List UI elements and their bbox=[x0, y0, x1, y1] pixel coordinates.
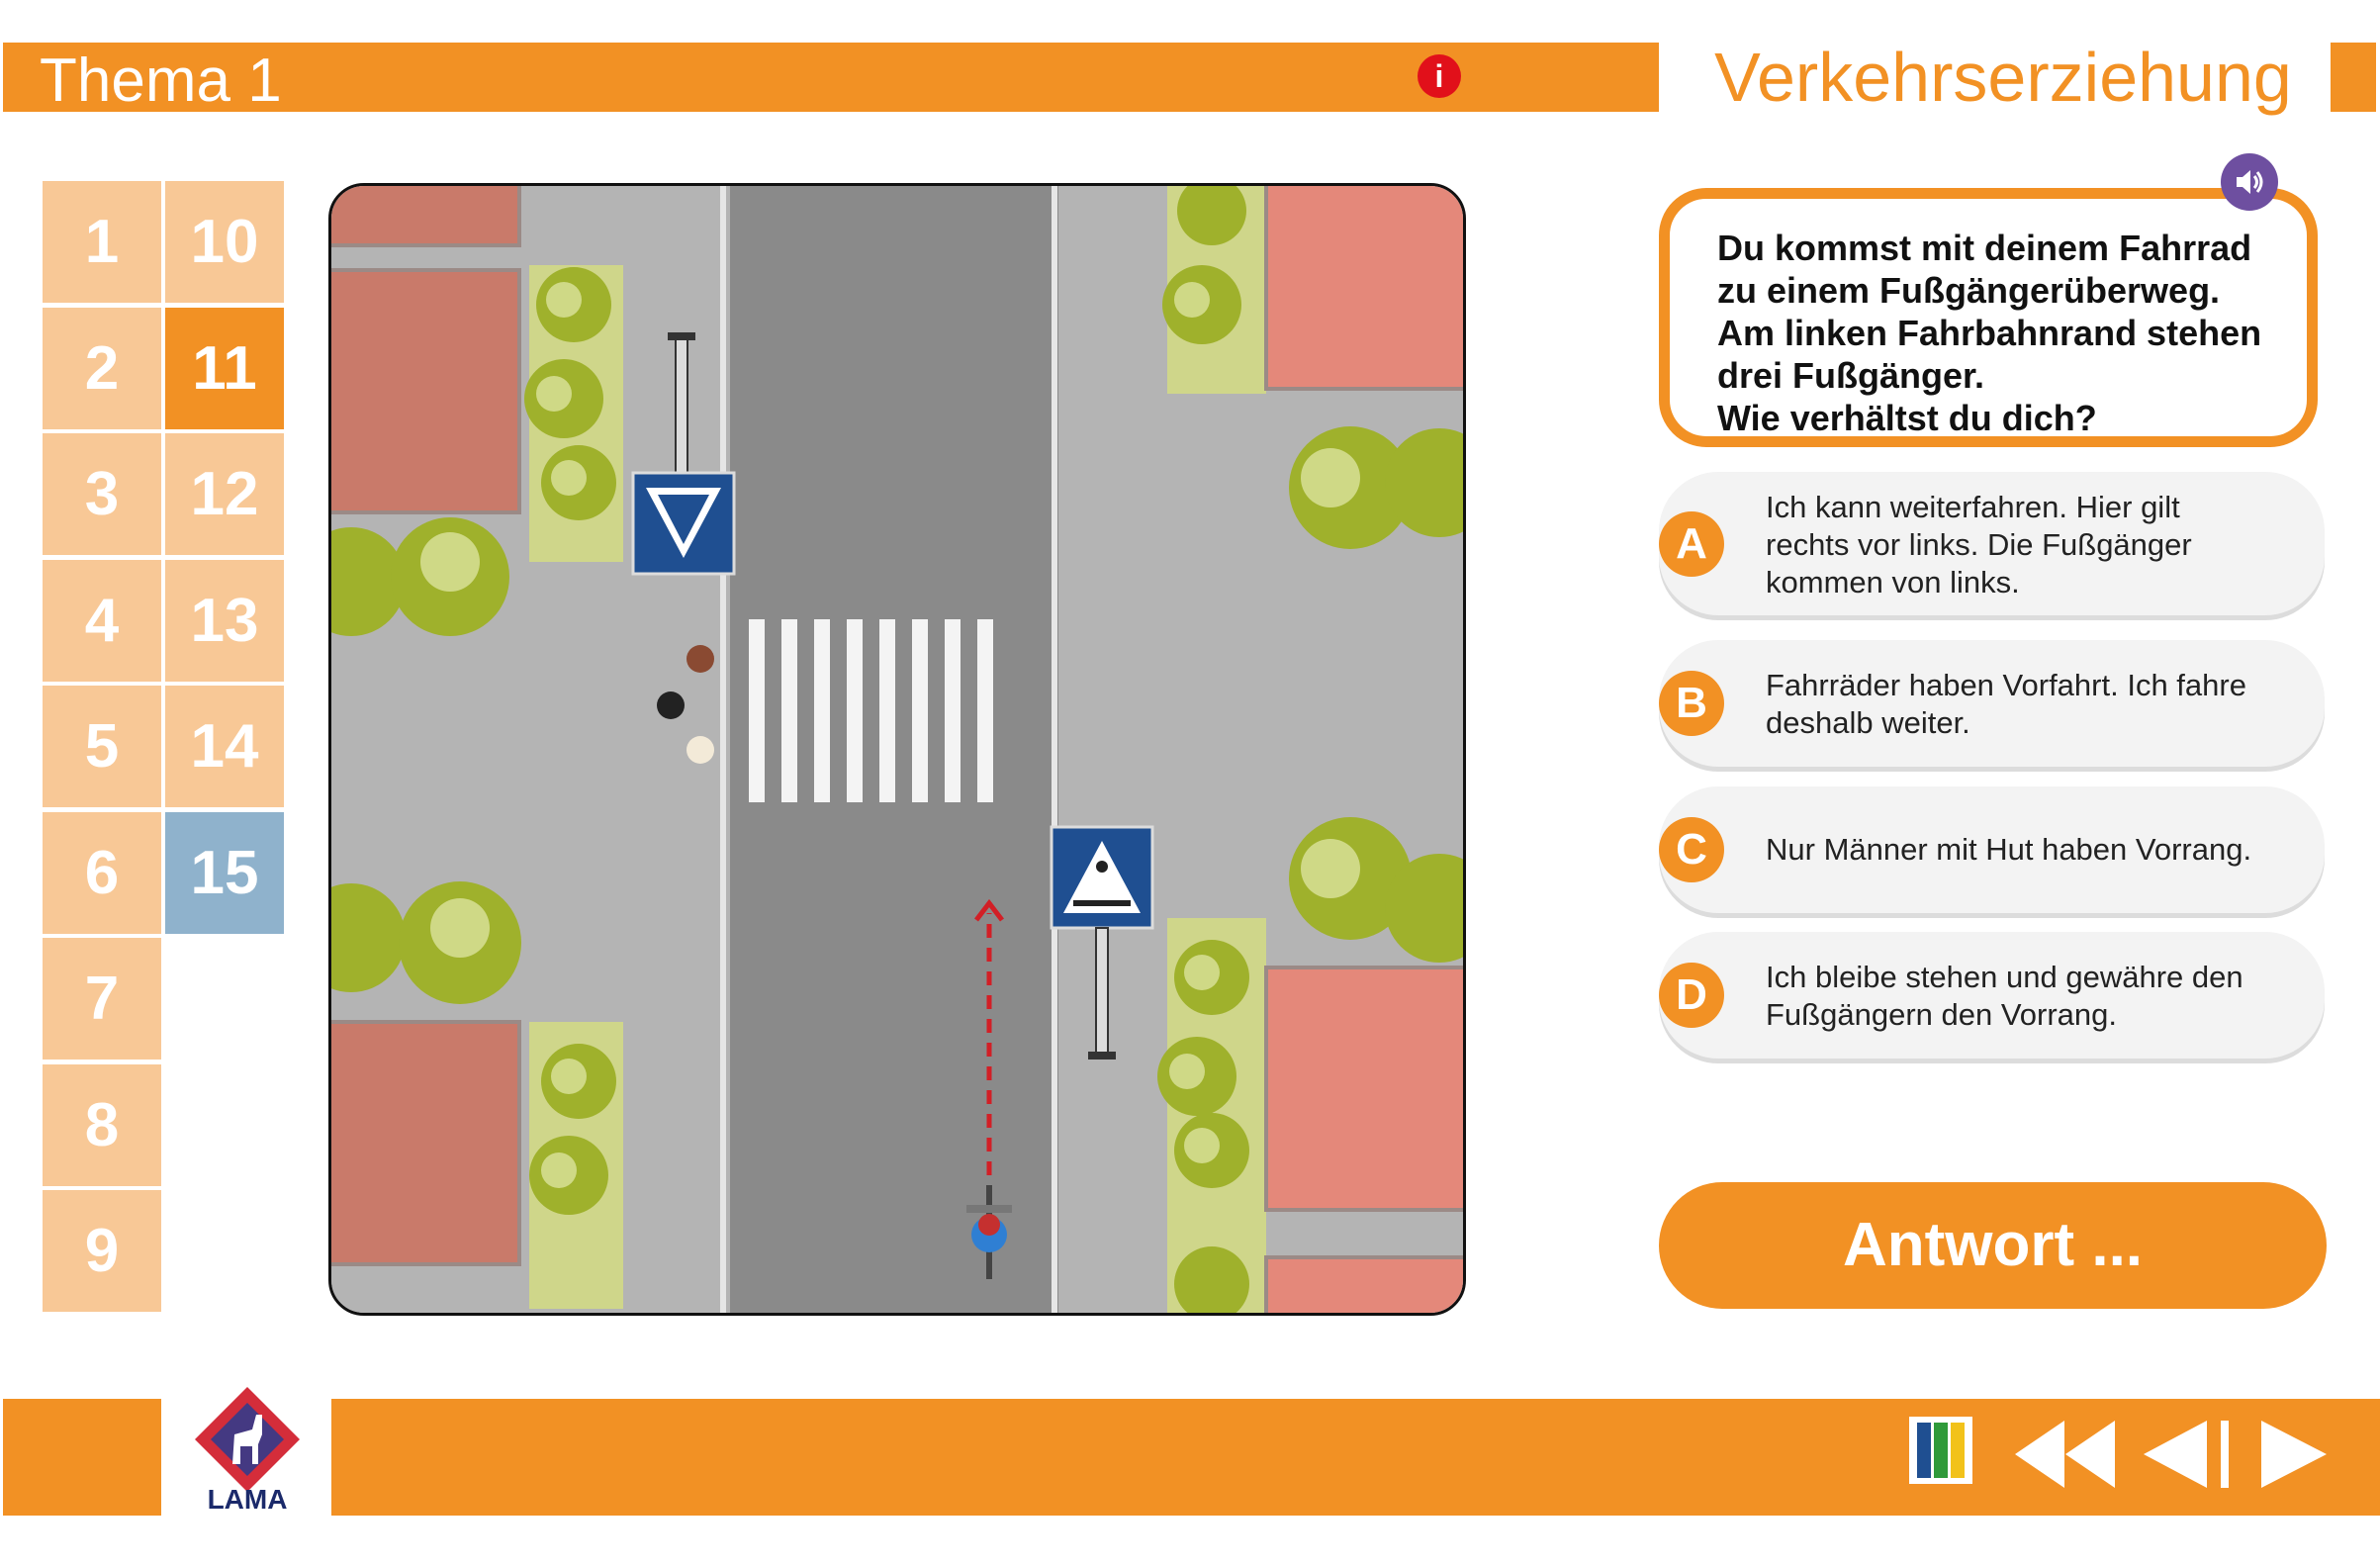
question-number-5[interactable]: 5 bbox=[43, 686, 161, 807]
section-title: Verkehrserziehung bbox=[1714, 39, 2292, 116]
question-number-13[interactable]: 13 bbox=[165, 560, 284, 682]
antwort-button[interactable]: Antwort ... bbox=[1659, 1182, 2327, 1309]
theme-title: Thema 1 bbox=[40, 46, 282, 115]
answer-option-a[interactable] bbox=[1659, 472, 2325, 615]
question-number-7[interactable]: 7 bbox=[43, 938, 161, 1060]
answer-letter: A bbox=[1659, 511, 1724, 577]
question-text: Du kommst mit deinem Fahrrad zu einem Fußgängerüberweg. Am linken Fahrbahnrand stehen drei Fußgänger. Wie verhältst du dich? bbox=[1717, 228, 2262, 438]
header-right-tab bbox=[2331, 43, 2376, 112]
question-box bbox=[1659, 188, 2318, 447]
question-number-15[interactable]: 15 bbox=[165, 812, 284, 934]
answer-option-b[interactable] bbox=[1659, 640, 2325, 767]
answer-text: Ich kann weiterfahren. Hier gilt rechts vor links. Die Fußgänger kommen von links. bbox=[1766, 490, 2192, 599]
question-number-12[interactable]: 12 bbox=[165, 433, 284, 555]
scene-illustration bbox=[331, 186, 1463, 1313]
question-number-3[interactable]: 3 bbox=[43, 433, 161, 555]
rewind-icon[interactable] bbox=[2013, 1415, 2117, 1494]
answer-text: Fahrräder haben Vorfahrt. Ich fahre deshalb weiter. bbox=[1766, 668, 2246, 740]
question-number-1[interactable]: 1 bbox=[43, 181, 161, 303]
question-number-6[interactable]: 6 bbox=[43, 812, 161, 934]
answer-letter: D bbox=[1659, 963, 1724, 1028]
answer-text: Nur Männer mit Hut haben Vorrang. bbox=[1766, 832, 2252, 867]
answer-option-d[interactable] bbox=[1659, 932, 2325, 1059]
next-icon[interactable] bbox=[2257, 1415, 2329, 1494]
question-number-14[interactable]: 14 bbox=[165, 686, 284, 807]
previous-icon[interactable] bbox=[2142, 1415, 2231, 1494]
question-number-4[interactable]: 4 bbox=[43, 560, 161, 682]
pedestrian-crossing-sign bbox=[1052, 827, 1152, 928]
info-icon[interactable]: i bbox=[1418, 54, 1461, 98]
bookshelf-icon[interactable] bbox=[1907, 1415, 1974, 1486]
question-number-2[interactable]: 2 bbox=[43, 308, 161, 429]
footer-left-bar bbox=[3, 1399, 161, 1516]
traffic-scene bbox=[328, 183, 1466, 1316]
answer-letter: B bbox=[1659, 671, 1724, 736]
speaker-icon[interactable] bbox=[2221, 153, 2278, 211]
answer-option-c[interactable] bbox=[1659, 786, 2325, 913]
question-number-11[interactable]: 11 bbox=[165, 308, 284, 429]
question-number-10[interactable]: 10 bbox=[165, 181, 284, 303]
yield-pedestrian-sign bbox=[633, 473, 734, 574]
answer-letter: C bbox=[1659, 817, 1724, 882]
question-number-8[interactable]: 8 bbox=[43, 1064, 161, 1186]
logo-text: LAMA bbox=[207, 1484, 288, 1515]
question-number-9[interactable]: 9 bbox=[43, 1190, 161, 1312]
answer-text: Ich bleibe stehen und gewähre den Fußgängern den Vorrang. bbox=[1766, 960, 2243, 1032]
